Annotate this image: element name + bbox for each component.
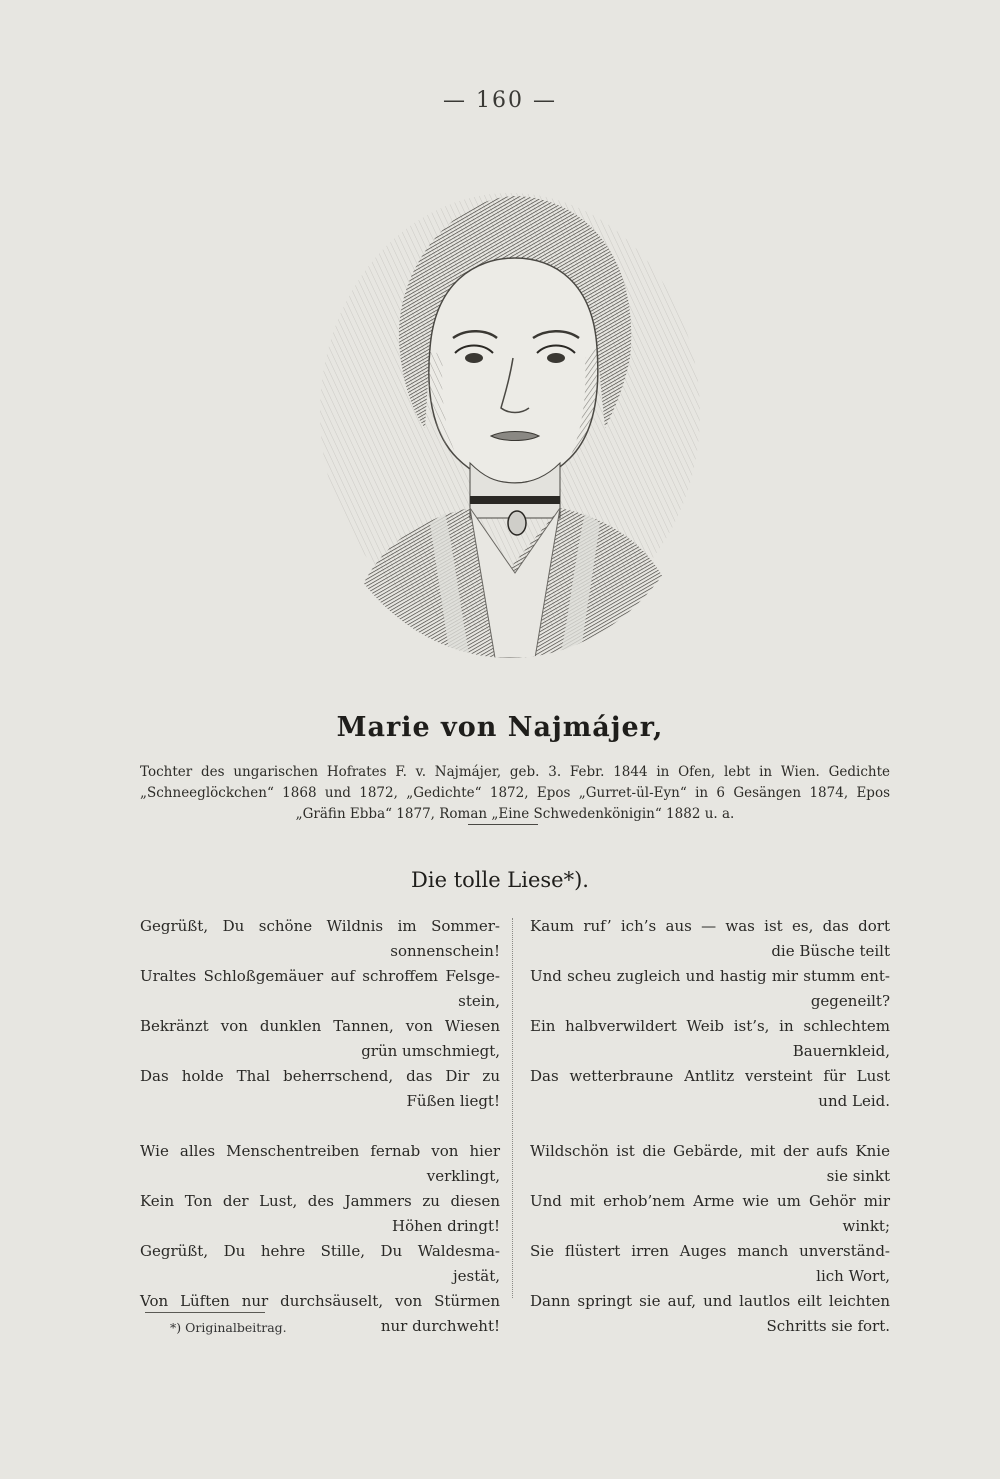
verse-line: Das wetterbraune Antlitz versteint für Lust und Leid. (530, 1067, 890, 1110)
verse-line: Kein Ton der Lust, des Jammers zu diesen Höhen dringt! (140, 1192, 500, 1235)
verse-line: Gegrüßt, Du schöne Wildnis im Sommer- sonnenschein! (140, 917, 500, 960)
author-biography: Tochter des ungarischen Hofrates F. v. Najmájer, geb. 3. Febr. 1844 in Ofen, lebt in Wien. Gedichte „Schneeglöckchen“ 1868 und 1872, „Gedichte“ 1872, Epos „Gurret-ül-Eyn“ in 6 Gesängen 1874, Epos „Gräfin Ebba“ 1877, Roman „Eine Schwedenkönigin“ 1882 u. a. (140, 764, 890, 822)
verse-line: Bekränzt von dunklen Tannen, von Wiesen grün umschmiegt, (140, 1017, 500, 1060)
stanza (140, 914, 500, 1114)
poem-right-column (530, 914, 890, 1339)
poem-left-column (140, 914, 500, 1339)
column-divider (512, 918, 513, 1298)
verse-line: Dann springt sie auf, und lautlos eilt leichten Schritts sie fort. (530, 1292, 890, 1335)
verse-line: Und mit erhob’nem Arme wie um Gehör mir winkt; (530, 1192, 890, 1235)
verse-line: Wildschön ist die Gebärde, mit der aufs Knie sie sinkt (530, 1142, 890, 1185)
page-number: — 160 — (443, 88, 557, 113)
stanza (530, 1139, 890, 1339)
section-divider (468, 824, 538, 825)
author-heading: Marie von Najmájer, (336, 712, 664, 743)
verse-line: Ein halbverwildert Weib ist’s, in schlechtem Bauernkleid, (530, 1017, 890, 1060)
verse-line: Uraltes Schloßgemäuer auf schroffem Felsge- stein, (140, 967, 500, 1010)
verse-line: Das holde Thal beherrschend, das Dir zu Füßen liegt! (140, 1067, 500, 1110)
verse-line: Sie flüstert irren Auges manch unverständ- lich Wort, (530, 1242, 890, 1285)
footnote-rule (145, 1312, 265, 1313)
verse-line: Von Lüften nur durchsäuselt, von Stürmen nur durchweht! (140, 1292, 500, 1335)
stanza (530, 914, 890, 1114)
verse-line: Gegrüßt, Du hehre Stille, Du Waldesma- jestät, (140, 1242, 500, 1285)
verse-line: Kaum ruf’ ich’s aus — was ist es, das dort die Büsche teilt (530, 917, 890, 960)
portrait-engraving (305, 178, 725, 658)
verse-line: Wie alles Menschentreiben fernab von hier verklingt, (140, 1142, 500, 1185)
stanza (140, 1139, 500, 1339)
poem-title: Die tolle Liese*). (411, 868, 589, 892)
footnote: *) Originalbeitrag. (170, 1320, 287, 1335)
verse-line: Und scheu zugleich und hastig mir stumm ent- gegeneilt? (530, 967, 890, 1010)
